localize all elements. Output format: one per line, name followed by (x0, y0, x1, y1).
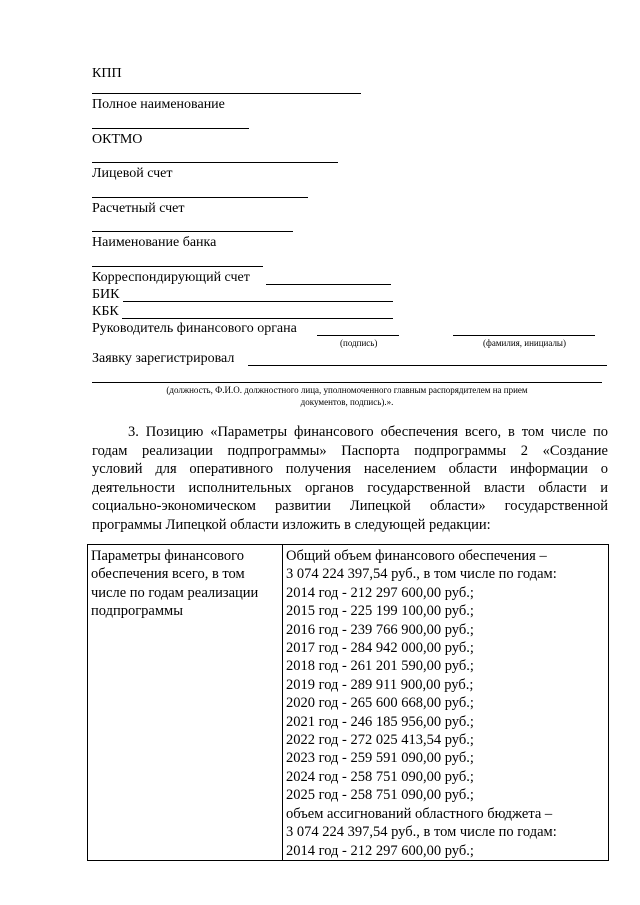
cell-line: 2024 год - 258 751 090,00 руб.; (286, 768, 474, 785)
field-line-signature (317, 335, 399, 336)
field-line-kbk (122, 318, 393, 319)
paragraph-line: программы Липецкой области изложить в следующей редакции: (92, 516, 491, 533)
field-line-bank-name (92, 266, 263, 267)
label-full-name: Полное наименование (92, 97, 225, 112)
field-line-personal-account (92, 197, 308, 198)
field-line-kpp (92, 93, 361, 94)
label-oktmo: ОКТМО (92, 132, 143, 147)
cell-line: Параметры финансового (91, 548, 244, 564)
cell-line: 2025 год - 258 751 090,00 руб.; (286, 787, 474, 804)
label-bik: БИК (92, 287, 120, 302)
caption-official-line2: документов, подпись).». (300, 397, 394, 407)
label-personal-account: Лицевой счет (92, 166, 173, 181)
cell-line: подпрограммы (91, 603, 183, 620)
label-bank-name: Наименование банка (92, 235, 217, 250)
field-line-corr-account (266, 284, 391, 285)
field-line-bik (123, 301, 393, 302)
paragraph-line: деятельности исполнительных органов государственной власти области и (92, 479, 608, 496)
cell-line: 2016 год - 239 766 900,00 руб.; (286, 621, 474, 638)
cell-line: 2023 год - 259 591 090,00 руб.; (286, 750, 474, 767)
cell-line: 2022 год - 272 025 413,54 руб.; (286, 732, 474, 749)
cell-line: Общий объем финансового обеспечения – (286, 548, 547, 564)
label-settlement-account: Расчетный счет (92, 201, 185, 216)
parameter-value-cell (283, 545, 609, 861)
cell-line: 2021 год - 246 185 956,00 руб.; (286, 713, 474, 730)
field-line-name (453, 335, 595, 336)
financing-parameters-table (87, 544, 609, 861)
cell-line: объем ассигнований областного бюджета – (286, 805, 553, 822)
cell-line: 2017 год - 284 942 000,00 руб.; (286, 640, 474, 657)
paragraph-line: годам реализации подпрограммы» Паспорта подпрограммы 2 «Создание (92, 442, 608, 459)
field-line-full-name (92, 128, 249, 129)
paragraph-line: социально-экономическом развитии Липецкой области» государственной (92, 498, 608, 514)
field-line-registered (248, 365, 607, 366)
cell-line: обеспечения всего, в том (91, 566, 245, 583)
field-line-settlement-account (92, 231, 293, 232)
cell-line: 2020 год - 265 600 668,00 руб.; (286, 695, 474, 712)
caption-official-line1: (должность, Ф.И.О. должностного лица, уполномоченного главным распорядителем на прием (166, 385, 528, 395)
label-head: Руководитель финансового органа (92, 321, 297, 336)
label-registered: Заявку зарегистрировал (92, 351, 235, 366)
cell-line: 2014 год - 212 297 600,00 руб.; (286, 584, 474, 601)
field-line-official (92, 382, 602, 383)
cell-line: 3 074 224 397,54 руб., в том числе по годам: (286, 566, 557, 583)
cell-line: числе по годам реализации (91, 584, 259, 601)
table-row (88, 545, 609, 861)
parameter-name-cell (88, 545, 283, 861)
caption-name: (фамилия, инициалы) (483, 338, 566, 348)
paragraph-item-3 (92, 423, 608, 534)
label-corr-account: Корреспондирующий счет (92, 270, 250, 285)
cell-line: 3 074 224 397,54 руб., в том числе по годам: (286, 824, 557, 841)
cell-line: 2014 год - 212 297 600,00 руб.; (286, 842, 474, 859)
paragraph-line: условий для оперативного получения населением области информации о (92, 461, 608, 477)
paragraph-line: 3. Позицию «Параметры финансового обеспечения всего, в том числе по (128, 424, 608, 440)
field-line-oktmo (92, 162, 338, 163)
label-kbk: КБК (92, 304, 119, 319)
cell-line: 2018 год - 261 201 590,00 руб.; (286, 658, 474, 675)
label-kpp: КПП (92, 66, 122, 81)
cell-line: 2019 год - 289 911 900,00 руб.; (286, 676, 474, 693)
caption-signature: (подпись) (340, 338, 378, 348)
cell-line: 2015 год - 225 199 100,00 руб.; (286, 603, 474, 620)
